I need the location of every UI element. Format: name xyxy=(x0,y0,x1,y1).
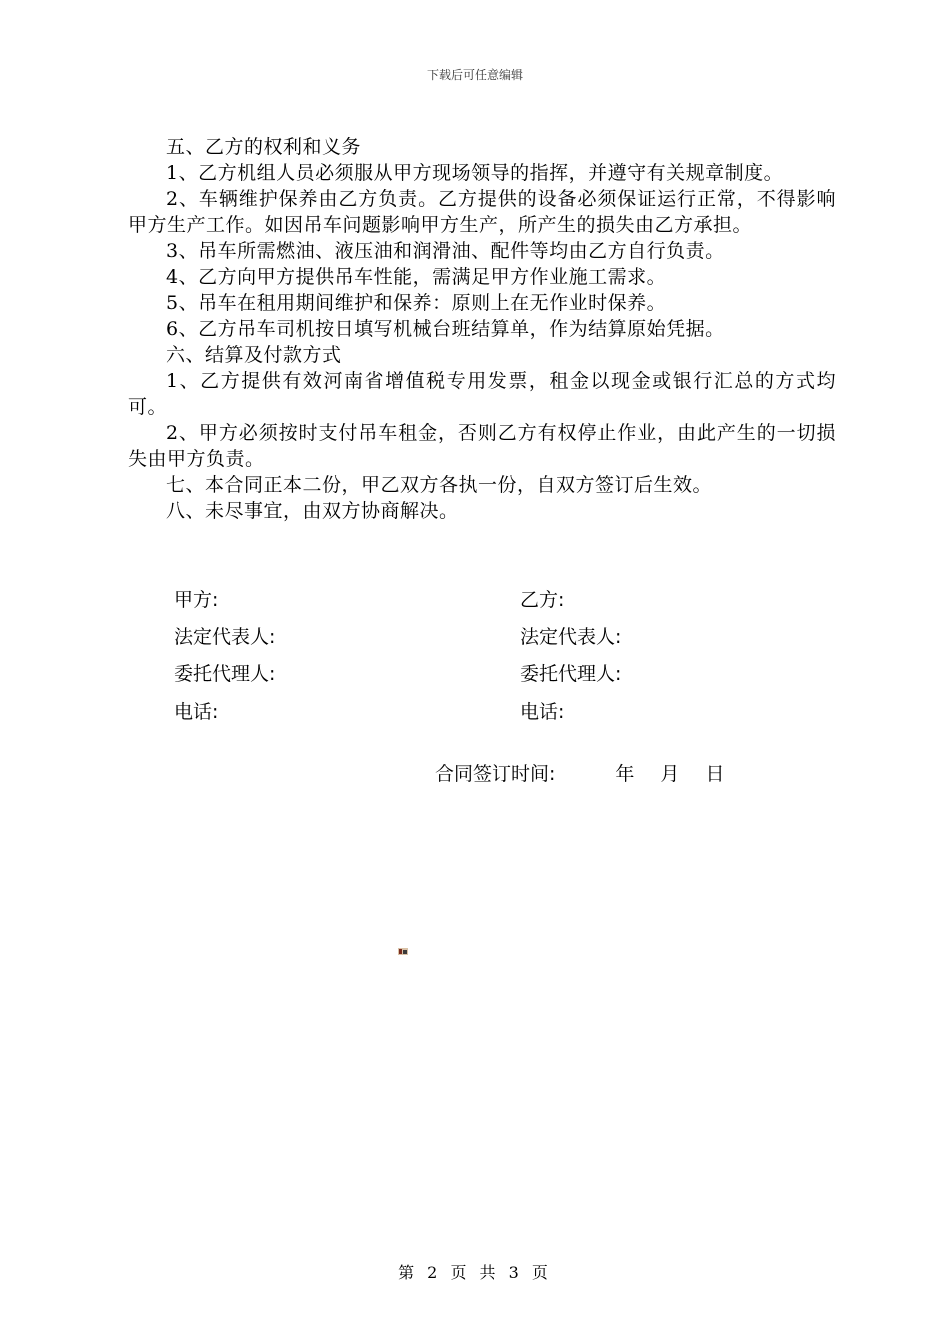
clause-paragraph: 八、未尽事宜，由双方协商解决。 xyxy=(166,500,459,522)
clause-paragraph: 1、乙方机组人员必须服从甲方现场领导的指挥，并遵守有关规章制度。 xyxy=(166,162,784,184)
signing-date-month: 月 xyxy=(660,763,680,785)
party-a-agent: 委托代理人: xyxy=(174,663,276,685)
party-a-phone: 电话: xyxy=(174,701,219,723)
clause-paragraph: 2、甲方必须按时支付吊车租金，否则乙方有权停止作业，由此产生的一切损失由甲方负责。 xyxy=(128,422,836,470)
page-number-footer: 第 2 页 共 3 页 xyxy=(398,1263,552,1282)
clause-paragraph: 1、乙方提供有效河南省增值税专用发票，租金以现金或银行汇总的方式均可。 xyxy=(128,370,836,418)
small-image-icon xyxy=(398,948,408,955)
clause-paragraph: 5、吊车在租用期间维护和保养：原则上在无作业时保养。 xyxy=(166,292,667,314)
signing-date-label: 合同签订时间: xyxy=(435,763,556,785)
party-b-legal-rep: 法定代表人: xyxy=(520,626,622,648)
clause-paragraph: 6、乙方吊车司机按日填写机械台班结算单，作为结算原始凭据。 xyxy=(166,318,725,340)
signing-date-line xyxy=(435,759,724,786)
clause-paragraph: 4、乙方向甲方提供吊车性能，需满足甲方作业施工需求。 xyxy=(166,266,667,288)
page-header-note: 下载后可任意编辑 xyxy=(426,68,523,82)
party-b-label: 乙方: xyxy=(520,589,565,611)
party-a-legal-rep: 法定代表人: xyxy=(174,626,276,648)
clause-paragraph: 2、车辆维护保养由乙方负责。乙方提供的设备必须保证运行正常，不得影响甲方生产工作。如因吊车问题影响甲方生产，所产生的损失由乙方承担。 xyxy=(128,188,836,236)
signing-date-day: 日 xyxy=(705,763,725,785)
party-b-agent: 委托代理人: xyxy=(520,663,622,685)
small-image-mark xyxy=(398,940,408,947)
contract-body xyxy=(128,134,836,524)
clause-paragraph: 3、吊车所需燃油、液压油和润滑油、配件等均由乙方自行负责。 xyxy=(166,240,725,262)
section-heading-rights: 五、乙方的权利和义务 xyxy=(166,136,362,158)
signing-date-year: 年 xyxy=(615,763,635,785)
section-heading-payment: 六、结算及付款方式 xyxy=(166,344,342,366)
party-a-label: 甲方: xyxy=(174,589,219,611)
clause-paragraph: 七、本合同正本二份，甲乙双方各执一份，自双方签订后生效。 xyxy=(166,474,713,496)
party-b-phone: 电话: xyxy=(520,701,565,723)
